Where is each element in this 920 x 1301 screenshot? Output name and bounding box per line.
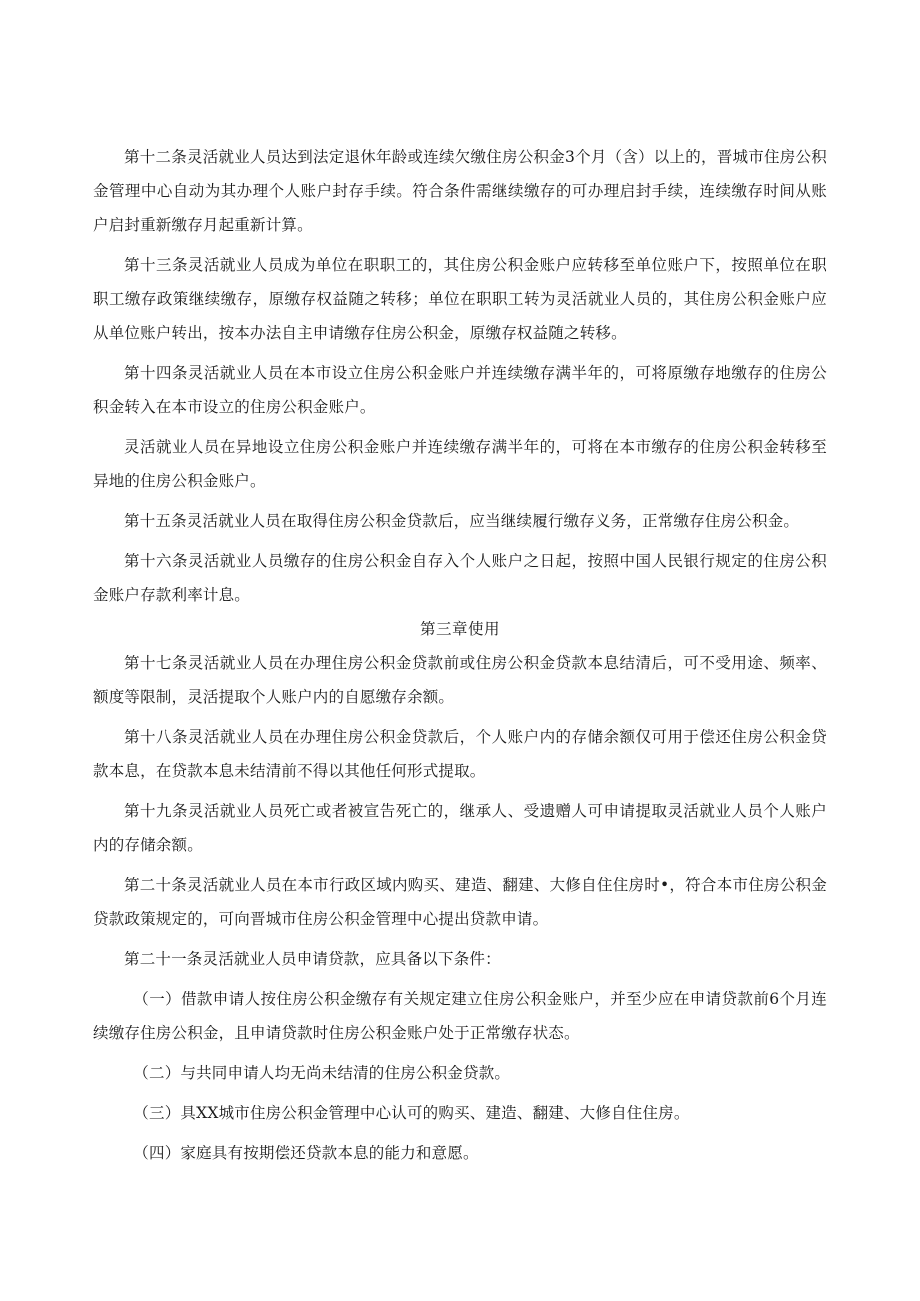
article-21: 第二十一条灵活就业人员申请贷款，应具备以下条件： [124,950,501,968]
condition-1: （一）借款申请人按住房公积金缴存有关规定建立住房公积金账户，并至少应在申请贷款前6个月连续缴存住房公积金，且申请贷款时住房公积金账户处于正常缴存状态。 [93,990,827,1042]
document-page [93,140,827,1170]
condition-2: （二）与共同申请人均无尚未结清的住房公积金贷款。 [133,1064,511,1082]
article-13: 第十三条灵活就业人员成为单位在职职工的，其住房公积金账户应转移至单位账户下，按照单位在职职工缴存政策继续缴存，原缴存权益随之转移；单位在职职工转为灵活就业人员的，其住房公积金账户应从单位账户转出，按本办法自主申请缴存住房公积金，原缴存权益随之转移。 [93,256,827,342]
article-20: 第二十条灵活就业人员在本市行政区域内购买、建造、翻建、大修自住住房时•，符合本市住房公积金贷款政策规定的，可向晋城市住房公积金管理中心提出贷款申请。 [93,876,827,928]
condition-4: （四）家庭具有按期偿还贷款本息的能力和意愿。 [133,1144,479,1162]
article-14-paragraph-2: 灵活就业人员在异地设立住房公积金账户并连续缴存满半年的，可将在本市缴存的住房公积金转移至异地的住房公积金账户。 [93,438,827,490]
article-18: 第十八条灵活就业人员在办理住房公积金贷款后，个人账户内的存储余额仅可用于偿还住房公积金贷款本息，在贷款本息未结清前不得以其他任何形式提取。 [93,728,827,780]
article-14: 第十四条灵活就业人员在本市设立住房公积金账户并连续缴存满半年的，可将原缴存地缴存的住房公积金转入在本市设立的住房公积金账户。 [93,364,827,416]
condition-3: （三）具XX城市住房公积金管理中心认可的购买、建造、翻建、大修自住住房。 [133,1104,690,1122]
article-17: 第十七条灵活就业人员在办理住房公积金贷款前或住房公积金贷款本息结清后，可不受用途、频率、额度等限制，灵活提取个人账户内的自愿缴存余额。 [93,654,827,706]
chapter-title: 第三章使用 [419,620,500,638]
article-16: 第十六条灵活就业人员缴存的住房公积金自存入个人账户之日起，按照中国人民银行规定的住房公积金账户存款利率计息。 [93,552,827,604]
article-12: 第十二条灵活就业人员达到法定退休年龄或连续欠缴住房公积金3个月（含）以上的，晋城市住房公积金管理中心自动为其办理个人账户封存手续。符合条件需继续缴存的可办理启封手续，连续缴存时间从账户启封重新缴存月起重新计算。 [93,148,827,234]
article-15: 第十五条灵活就业人员在取得住房公积金贷款后，应当继续履行缴存义务，正常缴存住房公积金。 [124,512,800,530]
article-19: 第十九条灵活就业人员死亡或者被宣告死亡的，继承人、受遗赠人可申请提取灵活就业人员个人账户内的存储余额。 [93,802,827,854]
